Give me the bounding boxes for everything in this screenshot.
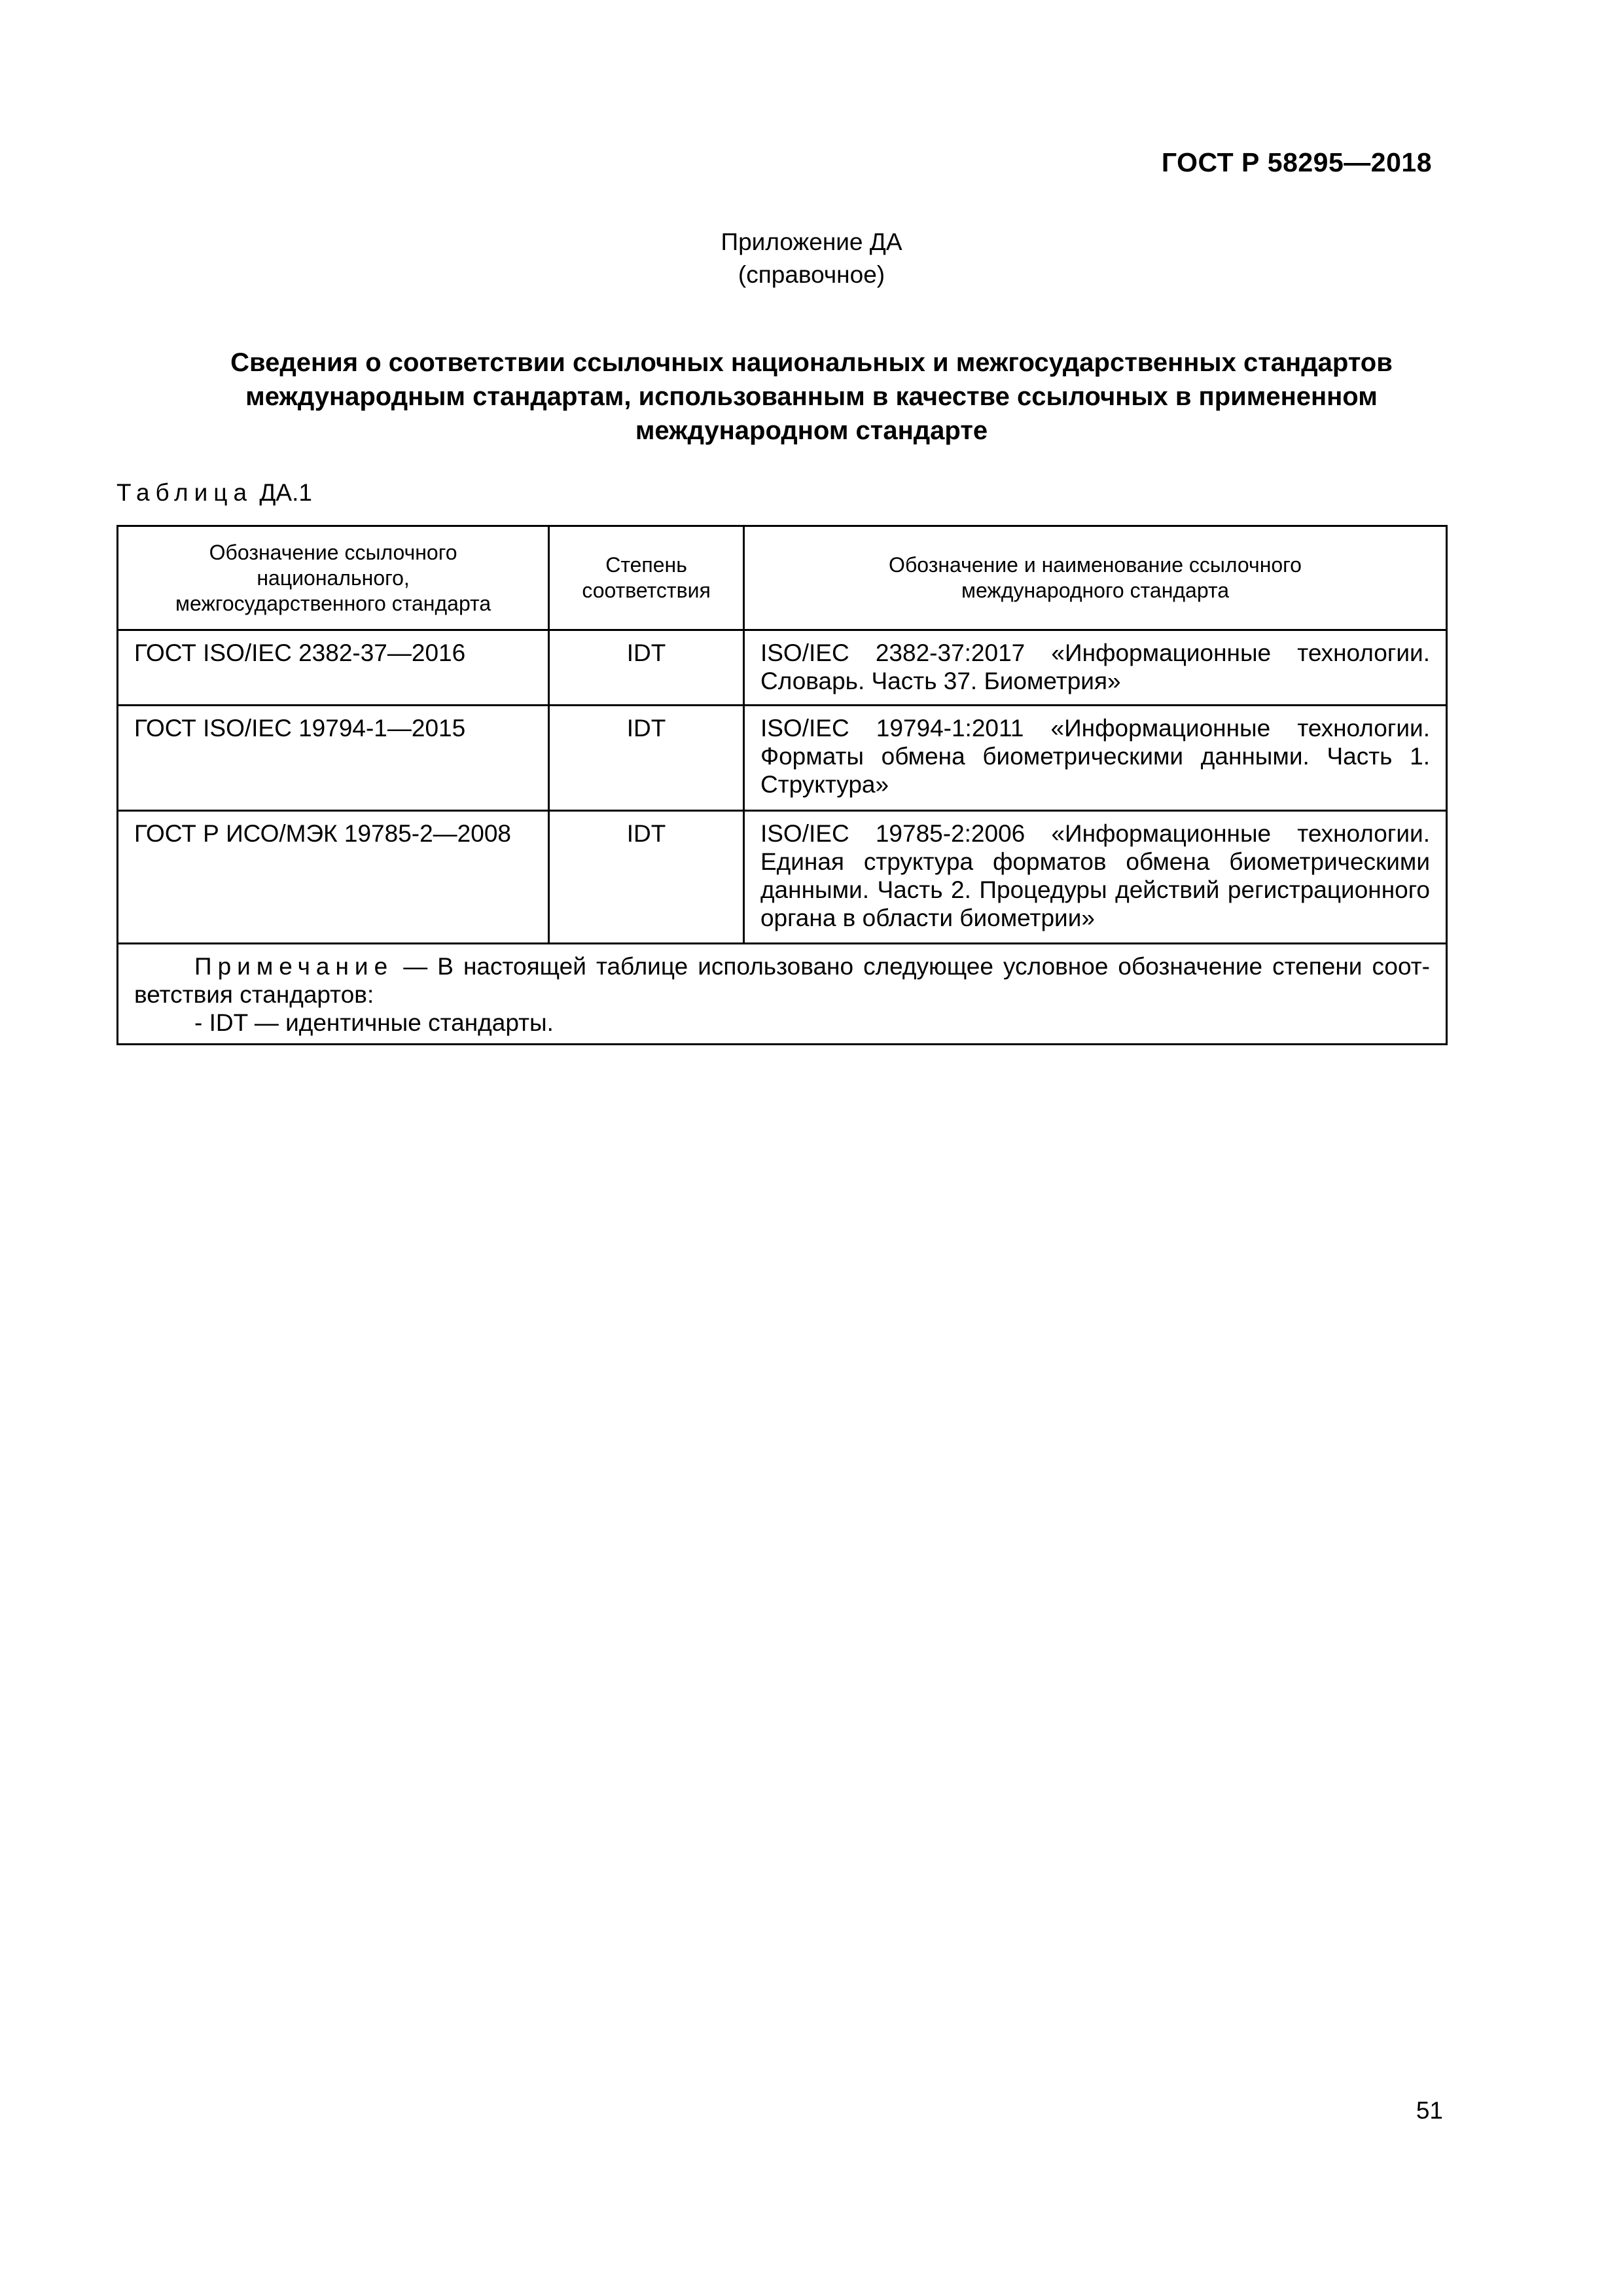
cell-national: ГОСТ ISO/IEC 2382-37—2016 <box>118 630 549 706</box>
table-row <box>118 706 1447 811</box>
cell-degree: IDT <box>549 811 744 944</box>
header-degree-line-1: Степень <box>605 553 687 577</box>
table-row <box>118 630 1447 706</box>
heading-line-1: Сведения о соответствии ссылочных национальных и межгосударственных стандартов <box>230 348 1393 377</box>
table-caption-label: Таблица <box>116 479 253 506</box>
appendix-title: Приложение ДА <box>721 228 902 255</box>
cell-degree: IDT <box>549 706 744 811</box>
header-international-line-2: международного стандарта <box>961 579 1230 602</box>
header-degree <box>549 526 744 630</box>
header-international-line-1: Обозначение и наименование ссылочного <box>889 553 1302 577</box>
header-national-standard <box>118 526 549 630</box>
header-national-line-2: национального, <box>257 565 410 590</box>
note-label: Примечание <box>194 953 394 980</box>
table-caption <box>116 479 312 507</box>
header-degree-line-2: соответствия <box>582 579 711 602</box>
header-national-line-1: Обозначение ссылочного <box>209 540 457 564</box>
appendix-block <box>0 226 1623 291</box>
appendix-subtitle: (справочное) <box>738 261 885 288</box>
table-note <box>118 944 1447 1045</box>
page-number: 51 <box>1416 2097 1443 2124</box>
cell-national: ГОСТ Р ИСО/МЭК 19785-2—2008 <box>118 811 549 944</box>
note-item: - IDT — идентичные стандарты. <box>194 1009 554 1036</box>
cell-international: ISO/IEC 19794-1:2011 «Информационные технологии. Форматы обмена биометрическими данными. Часть 1. Структура» <box>743 706 1446 811</box>
cell-national: ГОСТ ISO/IEC 19794-1—2015 <box>118 706 549 811</box>
table-header-row <box>118 526 1447 630</box>
standards-table <box>116 525 1448 1045</box>
document-code: ГОСТ Р 58295—2018 <box>1161 147 1432 177</box>
header-international-standard <box>743 526 1446 630</box>
cell-degree: IDT <box>549 630 744 706</box>
heading-line-2: международным стандартам, использованным в качестве ссылочных в примененном <box>245 382 1378 411</box>
table-note-row <box>118 944 1447 1045</box>
heading-line-3: международном стандарте <box>635 416 988 445</box>
note-text: — В настоящей таблице использовано следующее условное обозначение степени соот-ветствия стандартов: <box>134 953 1430 1008</box>
section-heading <box>131 346 1492 448</box>
table-caption-number: ДА.1 <box>259 479 312 506</box>
table-row <box>118 811 1447 944</box>
header-national-line-3: межгосударственного стандарта <box>175 591 491 615</box>
cell-international: ISO/IEC 2382-37:2017 «Информационные технологии. Словарь. Часть 37. Биометрия» <box>743 630 1446 706</box>
cell-international: ISO/IEC 19785-2:2006 «Информационные технологии. Единая структура форматов обмена биометрическими данными. Часть 2. Процедуры действий регистрационного органа в области биометрии» <box>743 811 1446 944</box>
